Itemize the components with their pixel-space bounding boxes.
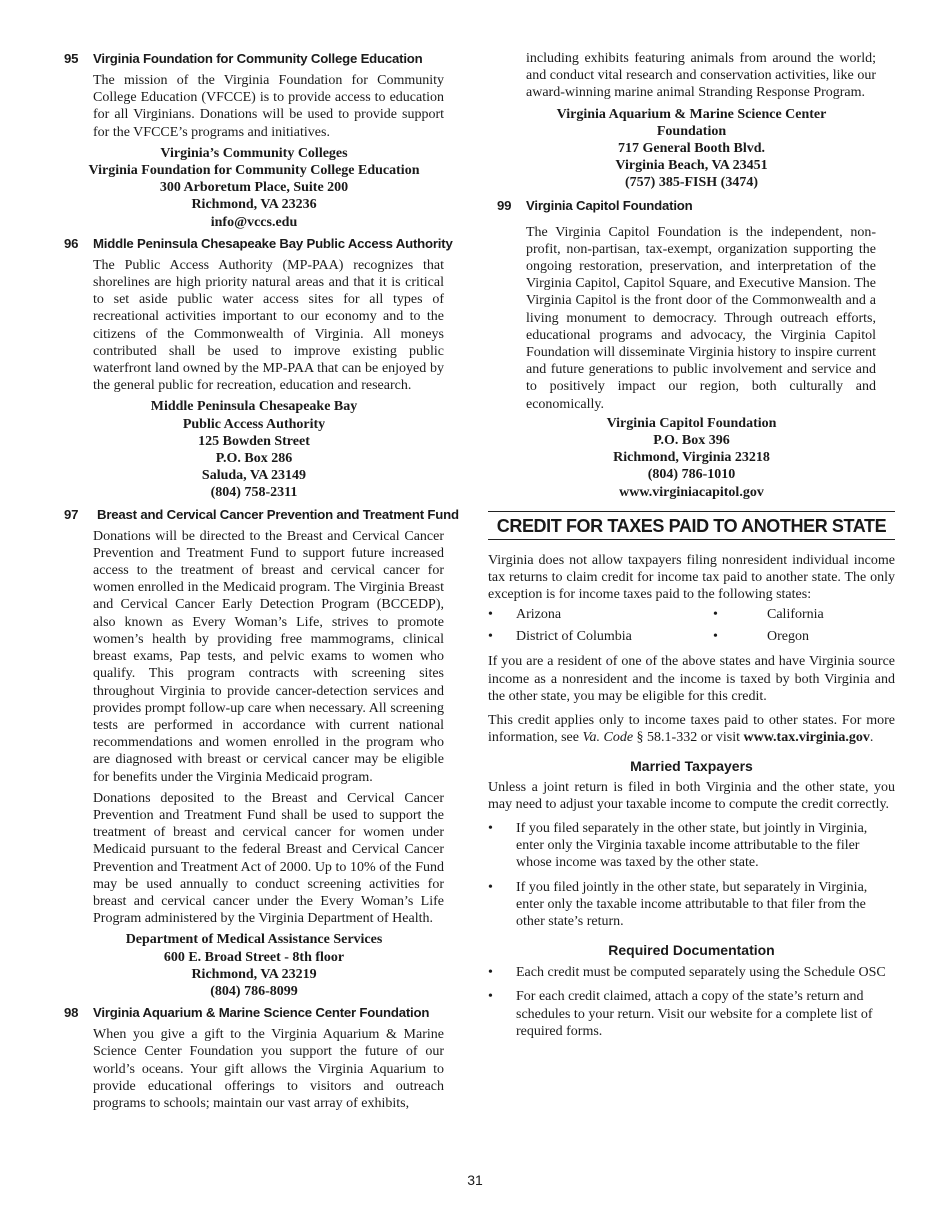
- right-column: [488, 50, 895, 1040]
- entry-98-address: [488, 106, 895, 192]
- entry-97-body-1: Donations will be directed to the Breast and Cervical Cancer Prevention and Treatment Fund to support future increased access to the treatment of breast and cervical cancer for women enrolled in the Medicaid program. The Virginia Breast and Cervical Cancer Early Detection Program (BCCEDP), also known as Every Woman’s Life, strives to promote women’s health by providing free mammograms, clinical breast exams, Pap tests, and pelvic exams to women who qualify. This program contracts with screening sites throughout Virginia to provide cancer-detection services and provides prompt follow-up care when necessary. All screening tests are performed in accordance with current national recommendations and women enrolled in the program who are diagnosed with breast or cervical cancer may be eligible for benefits under the Virginia Medicaid program.: [93, 528, 444, 785]
- address-line: 125 Bowden Street: [198, 433, 310, 449]
- bullet-text: If you filed jointly in the other state, but separately in Virginia, enter only the taxable income attributable to that filer from the other state’s return.: [516, 879, 868, 929]
- married-bullet-1: [488, 820, 895, 872]
- para-text: § 58.1-332 or visit: [633, 730, 744, 746]
- address-line: (804) 786-1010: [647, 467, 736, 483]
- entry-98-continued: [488, 50, 895, 192]
- state-california: California: [767, 607, 824, 623]
- entry-96-heading: [64, 235, 453, 253]
- address-line: Department of Medical Assistance Services: [125, 932, 383, 948]
- address-line: (804) 786-8099: [210, 983, 298, 999]
- entry-title: Breast and Cervical Cancer Prevention and Treatment Fund: [97, 506, 459, 522]
- address-line: 600 E. Broad Street - 8th floor: [163, 949, 345, 965]
- entry-number: 97: [64, 506, 79, 522]
- page-number: 31: [467, 1172, 483, 1188]
- entry-98-body: When you give a gift to the Virginia Aquarium & Marine Science Center Foundation you support the future of our world’s oceans. Your gift allows the Virginia Aquarium to provide educational offerings to visitors and outreach programs to schools; maintain our vast array of exhibits,: [93, 1027, 444, 1111]
- left-column: [64, 50, 459, 1112]
- va-code-reference: Va. Code: [582, 730, 634, 746]
- section-title-rule: [488, 511, 895, 540]
- entry-number: 99: [497, 197, 512, 213]
- address-line: (757) 385-FISH (3474): [625, 175, 758, 191]
- married-taxpayers-heading: Married Taxpayers: [630, 757, 753, 774]
- address-line: Public Access Authority: [182, 416, 326, 432]
- entry-title: Virginia Aquarium & Marine Science Center Foundation: [93, 1005, 430, 1021]
- entry-95-address: [64, 145, 444, 231]
- address-line: Saluda, VA 23149: [201, 468, 307, 484]
- credit-para-more-info: [488, 712, 895, 746]
- entry-97-heading: [64, 506, 459, 524]
- entry-title: Virginia Capitol Foundation: [526, 197, 693, 213]
- para-text: This credit applies only to income taxes paid to other states. For more information, see: [488, 713, 895, 746]
- credit-intro: Virginia does not allow taxpayers filing nonresident individual income tax returns to claim credit for income tax paid to another state. The only exception is for income taxes paid to the following states:: [488, 552, 895, 603]
- address-line: 717 General Booth Blvd.: [617, 141, 765, 157]
- address-line: 300 Arboretum Place, Suite 200: [159, 180, 349, 196]
- entry-99-address: [488, 415, 895, 501]
- required-documentation-heading: Required Documentation: [608, 942, 775, 959]
- entry-98: [64, 1004, 444, 1112]
- bullet-text: For each credit claimed, attach a copy of the state’s return and schedules to your return. Visit our website for a complete list of required forms.: [516, 989, 873, 1039]
- address-line: Virginia Capitol Foundation: [606, 415, 777, 431]
- entry-number: 98: [64, 1005, 79, 1021]
- tax-website-link[interactable]: www.tax.virginia.gov: [743, 730, 870, 746]
- address-line: Virginia Beach, VA 23451: [615, 158, 768, 174]
- credit-para-eligibility: If you are a resident of one of the above states and have Virginia source income as a nonresident and the income is taxed by both Virginia and the other state, you may be eligible for this credit.: [488, 654, 895, 704]
- entry-99-body: The Virginia Capitol Foundation is the independent, non-profit, non-partisan, tax-exempt, organization supporting the ongoing restoration, preservation, and interpretation of the Virginia Capitol, Capitol Square, and Executive Mansion. The Virginia Capitol is the front door of the Commonwealth and a living monument to democracy. Through outreach efforts, educational programs and advocacy, the Virginia Capitol Foundation will disseminate Virginia history to inspire current and future generations to public involvement and service and to positively impact our region, both culturally and economically.: [526, 224, 876, 412]
- entry-title: Virginia Foundation for Community College Education: [93, 51, 423, 66]
- address-line: Virginia Aquarium & Marine Science Center: [556, 106, 827, 122]
- docs-bullet-2: [488, 988, 895, 1040]
- state-arizona: Arizona: [516, 607, 562, 623]
- entry-97: [64, 506, 459, 1000]
- bullet: •: [488, 629, 493, 645]
- entry-99: [488, 197, 895, 501]
- entry-98-heading: [64, 1004, 444, 1022]
- website-link[interactable]: www.virginiacapitol.gov: [619, 484, 764, 500]
- address-line: Richmond, Virginia 23218: [613, 450, 770, 466]
- address-line: Middle Peninsula Chesapeake Bay: [150, 399, 358, 415]
- state-list: [488, 604, 895, 648]
- bullet-text: If you filed separately in the other state, but jointly in Virginia, enter only the Virginia taxable income attributable to the filer whose income was taxed by the other state.: [516, 820, 868, 871]
- bullet: •: [488, 607, 493, 623]
- bullet: •: [488, 820, 493, 836]
- entry-number: 95: [64, 51, 79, 66]
- para-text: .: [869, 730, 874, 746]
- bullet: •: [488, 989, 493, 1005]
- state-district-of-columbia: District of Columbia: [516, 629, 632, 645]
- bullet-text: Each credit must be computed separately using the Schedule OSC: [516, 965, 886, 981]
- entry-97-address: [64, 931, 444, 1000]
- bullet: •: [488, 879, 493, 895]
- entry-number: 96: [64, 235, 79, 251]
- address-line: Foundation: [656, 123, 727, 139]
- address-line: Richmond, VA 23219: [191, 966, 317, 982]
- married-bullet-2: [488, 879, 895, 931]
- address-line: Virginia’s Community Colleges: [160, 145, 348, 161]
- address-line: (804) 758-2311: [210, 485, 298, 501]
- address-line: P.O. Box 286: [215, 451, 293, 467]
- entry-96-body: The Public Access Authority (MP-PAA) recognizes that shorelines are high priority natural areas and that it is critical to set aside public water access sites for all types of recreational activities important to our economy and to the citizens of the Commonwealth of Virginia. All moneys contributed shall be used to improve existing public waterfront land owned by the MP-PAA that can be enjoyed by the general public for recreation, education and research.: [93, 257, 444, 394]
- section-title: CREDIT FOR TAXES PAID TO ANOTHER STATE: [496, 515, 887, 536]
- address-line: P.O. Box 396: [653, 433, 730, 449]
- address-line: Virginia Foundation for Community College Education: [88, 163, 420, 179]
- address-line: Richmond, VA 23236: [191, 197, 317, 213]
- state-oregon: Oregon: [767, 629, 809, 645]
- email-link[interactable]: info@vccs.edu: [210, 214, 298, 230]
- entry-95-heading: [64, 50, 444, 68]
- entry-96: [64, 235, 453, 502]
- married-intro: Unless a joint return is filed in both Virginia and the other state, you may need to adjust your taxable income to compute the credit correctly.: [488, 779, 895, 812]
- bullet: •: [713, 629, 718, 645]
- entry-95-body: The mission of the Virginia Foundation for Community College Education (VFCCE) is to provide access to education for all Virginians. Donations will be used to provide support for the VFCCE’s programs and initiatives.: [93, 73, 444, 140]
- entry-99-heading: [497, 197, 895, 215]
- entry-98-body-continued: including exhibits featuring animals from around the world; and conduct vital research and conservation activities, like our award-winning marine animal Stranding Response Program.: [526, 51, 876, 101]
- entry-96-address: [64, 398, 444, 501]
- credit-section: [488, 511, 895, 1040]
- bullet: •: [713, 607, 718, 623]
- entry-title: Middle Peninsula Chesapeake Bay Public Access Authority: [93, 235, 453, 251]
- bullet: •: [488, 965, 493, 981]
- entry-97-body-2: Donations deposited to the Breast and Cervical Cancer Prevention and Treatment Fund shall be used to support the treatment of breast and cervical cancer for women under Medicaid pursuant to the federal Breast and Cervical Cancer Prevention and Treatment Act of 2000. Up to 10% of the Fund may be used annually to conduct screening activities for breast and cervical cancer under the Every Woman’s Life Program administered by the Virginia Department of Health.: [93, 790, 444, 927]
- docs-bullet-1: [488, 964, 895, 981]
- entry-95: [64, 50, 444, 231]
